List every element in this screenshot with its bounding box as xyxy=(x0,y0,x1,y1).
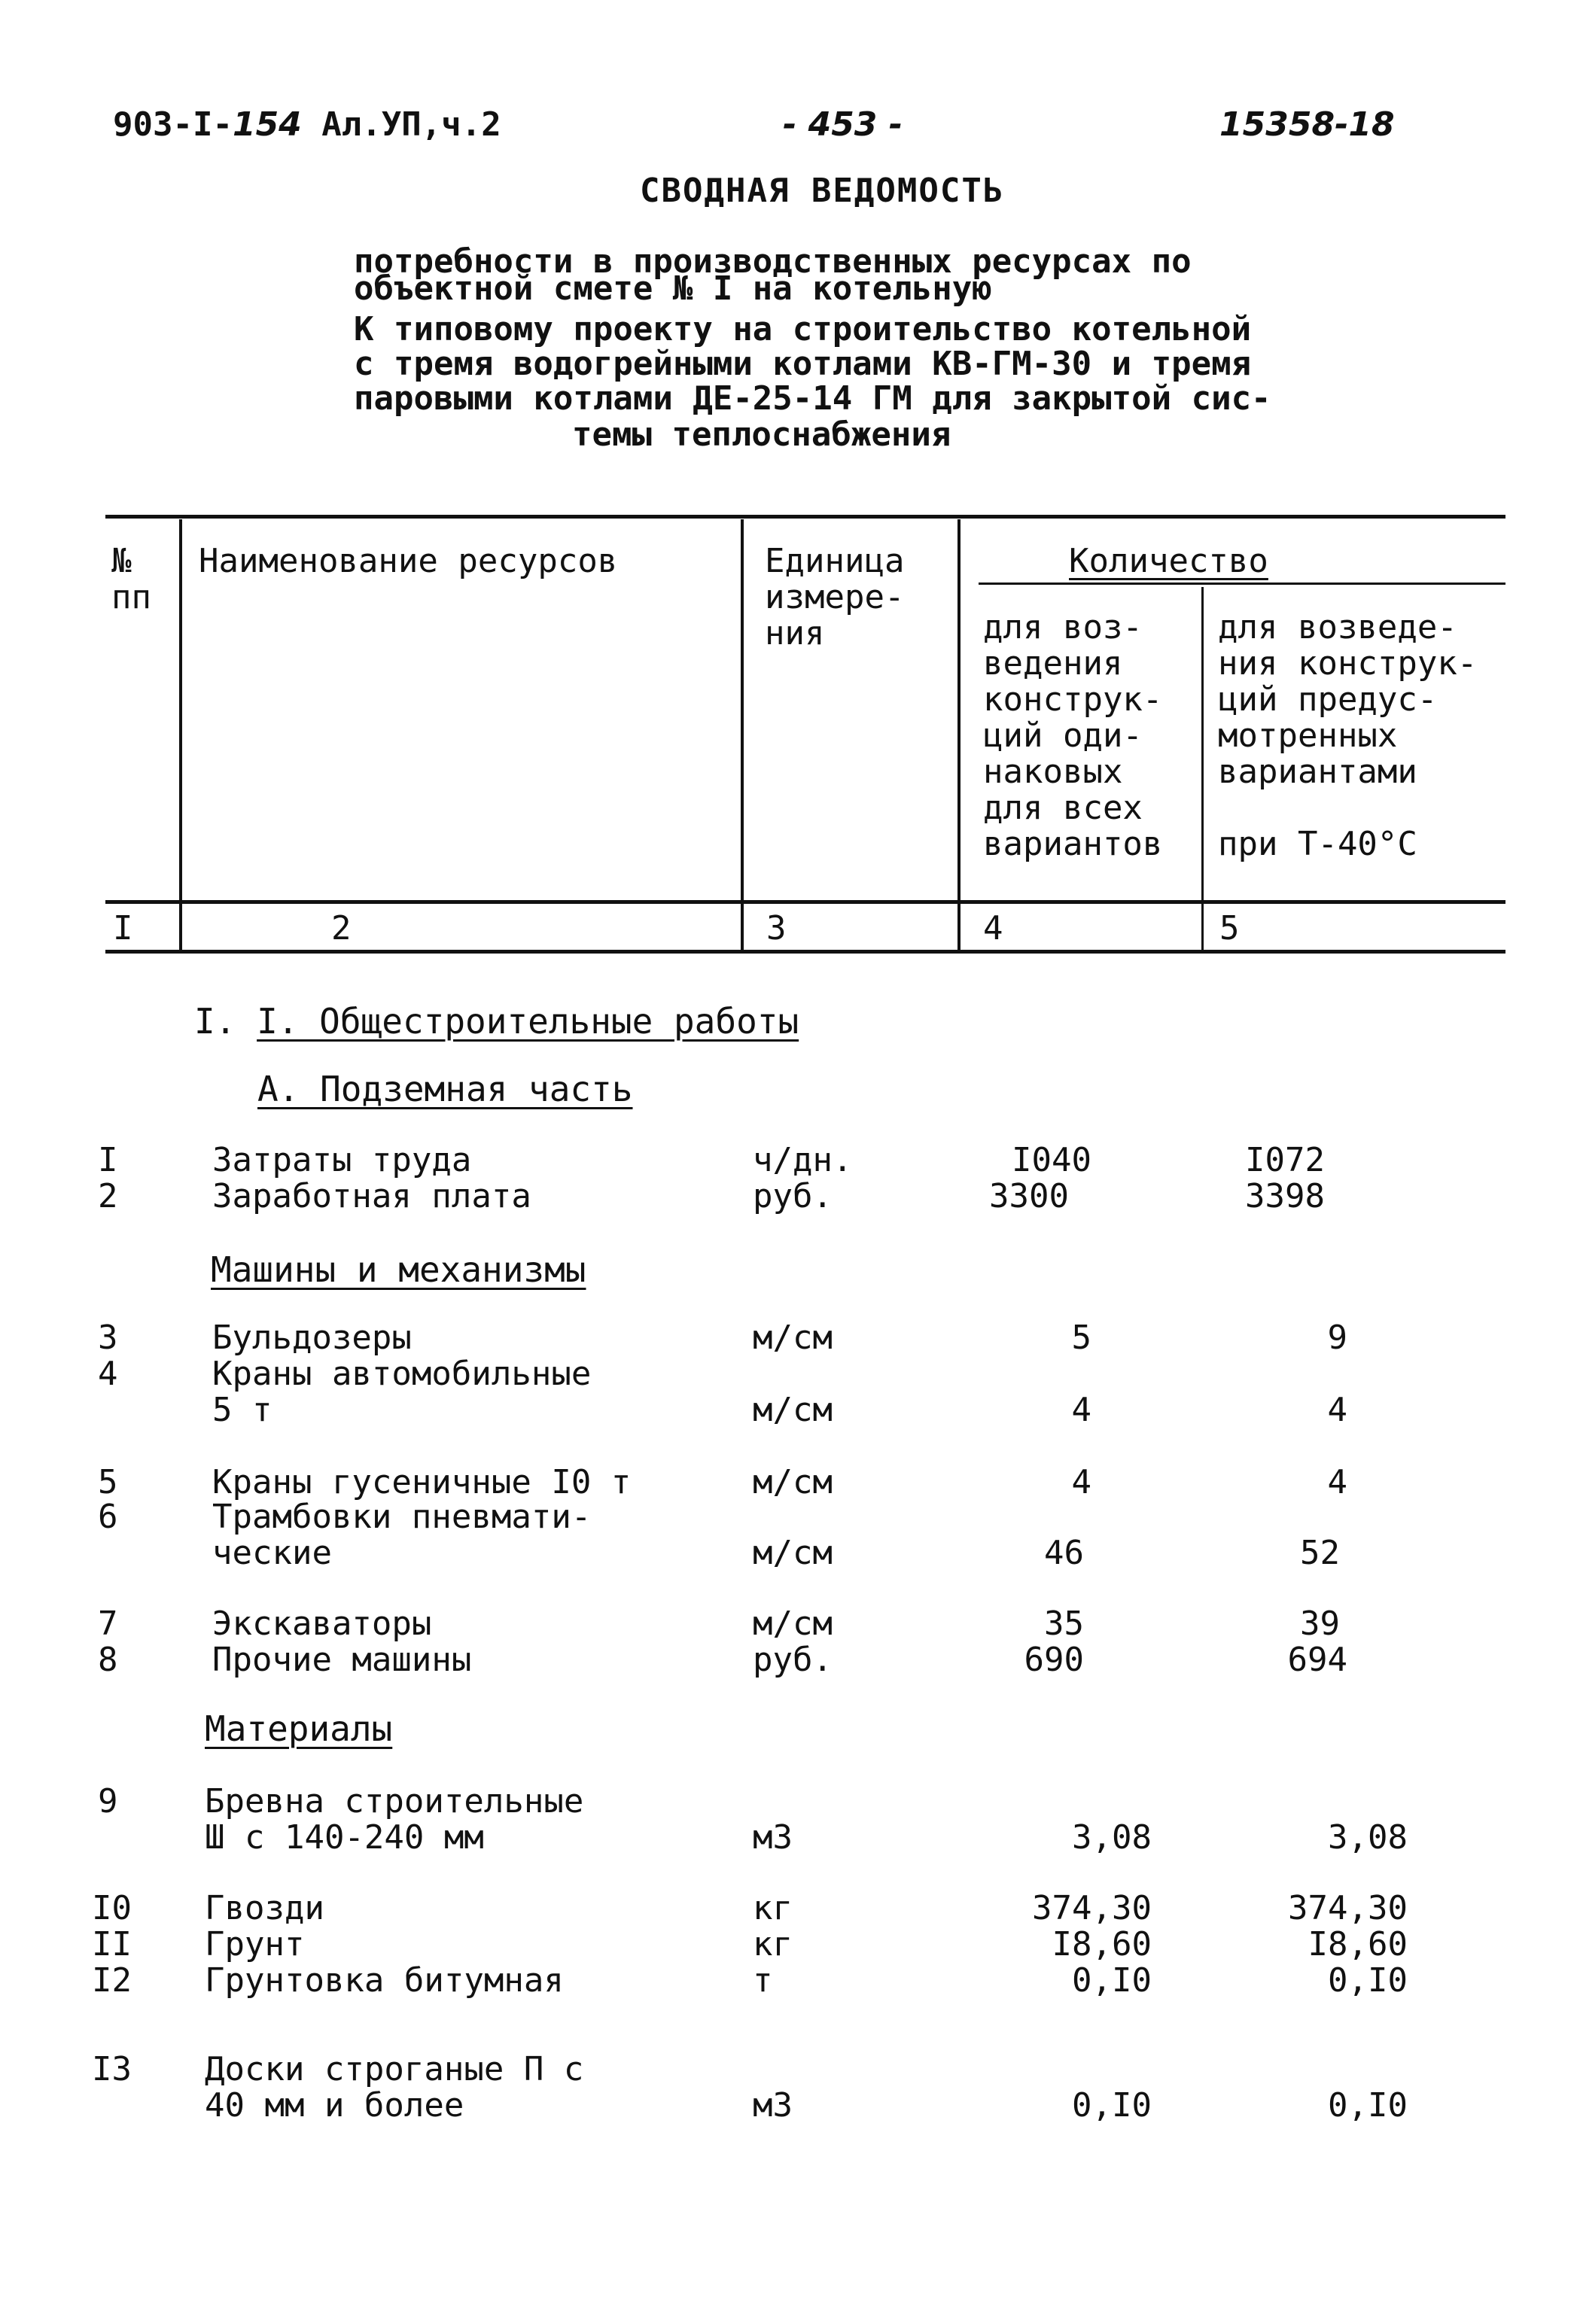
row-value-variant: I8,60 xyxy=(1308,1925,1408,1964)
row-unit: м/см xyxy=(753,1534,833,1572)
header-col5-line: ций предус- xyxy=(1218,680,1438,719)
group-title: Материалы xyxy=(205,1708,393,1749)
header-number-line: № xyxy=(111,542,132,580)
row-unit: м/см xyxy=(753,1463,833,1501)
row-unit: руб. xyxy=(753,1641,833,1679)
row-name: Краны автомобильные xyxy=(212,1355,592,1393)
subsection-heading xyxy=(257,1069,633,1109)
row-number: I3 xyxy=(92,2050,132,2088)
row-value-common: 0,I0 xyxy=(1072,2086,1152,2125)
header-number xyxy=(111,543,151,616)
sheet-code: 15358-18 xyxy=(1219,105,1395,144)
column-number-1: I xyxy=(113,909,133,948)
column-number-5: 5 xyxy=(1219,909,1240,948)
doc-code-printed: 903-I- xyxy=(113,105,233,144)
row-number: 2 xyxy=(98,1177,118,1215)
row-unit: м3 xyxy=(753,1818,793,1857)
row-value-common: 35 xyxy=(1044,1605,1084,1643)
row-name: Бульдозеры xyxy=(212,1319,412,1357)
row-value-variant: 4 xyxy=(1327,1463,1347,1501)
row-name: Затраты труда xyxy=(212,1141,472,1179)
header-col4-line: для воз- xyxy=(983,608,1143,646)
subtitle-line-3: К типовому проекту на строительство котельной xyxy=(354,310,1252,348)
row-name: Прочие машины xyxy=(212,1641,472,1679)
row-value-common: I040 xyxy=(1012,1141,1091,1179)
doc-code-suffix: Ал.УП,ч.2 xyxy=(301,105,501,144)
row-value-common: 46 xyxy=(1044,1534,1084,1572)
header-col4-line: конструк- xyxy=(983,680,1163,719)
row-name-continued: Ш с 140-240 мм xyxy=(205,1818,484,1857)
row-unit: т xyxy=(753,1961,773,2000)
header-unit-line: измере- xyxy=(765,578,905,616)
row-value-variant: I072 xyxy=(1245,1141,1325,1179)
subtitle-line-2: объектной смете № I на котельную xyxy=(354,269,992,308)
table-top-rule xyxy=(105,515,1505,519)
subsection-title: А. Подземная часть xyxy=(257,1069,633,1109)
column-number-4: 4 xyxy=(983,909,1003,948)
row-number: 5 xyxy=(98,1463,118,1501)
row-value-variant: 374,30 xyxy=(1288,1889,1408,1927)
header-col4-line: ций оди- xyxy=(983,716,1143,755)
row-value-common: 3300 xyxy=(989,1177,1069,1215)
row-value-common: 690 xyxy=(1024,1641,1084,1679)
row-value-common: I8,60 xyxy=(1052,1925,1152,1964)
column-divider-3 xyxy=(957,519,961,950)
subtitle-line-5: паровыми котлами ДЕ-25-14 ГМ для закрытой сис- xyxy=(354,379,1271,418)
row-value-variant: 0,I0 xyxy=(1328,2086,1408,2125)
group-heading-machines xyxy=(211,1249,586,1290)
header-col4-line: ведения xyxy=(983,644,1123,683)
column-number-3: 3 xyxy=(766,909,787,948)
row-unit: м/см xyxy=(753,1319,833,1357)
header-quantity-common xyxy=(983,610,1162,862)
row-unit: м3 xyxy=(753,2086,793,2125)
row-name-continued: 40 мм и более xyxy=(205,2086,464,2125)
header-col4-line: для всех xyxy=(983,789,1143,827)
row-name: Гвозди xyxy=(205,1889,324,1927)
row-value-variant: 4 xyxy=(1327,1391,1347,1429)
header-unit-line: ния xyxy=(765,614,825,652)
row-value-common: 4 xyxy=(1071,1463,1091,1501)
row-name-continued: 5 т xyxy=(212,1391,272,1429)
row-value-variant: 3398 xyxy=(1245,1177,1325,1215)
row-value-variant: 39 xyxy=(1300,1605,1340,1643)
column-divider-4 xyxy=(1201,587,1204,950)
subtitle-line-1: потребности в производственных ресурсах по xyxy=(354,242,1192,281)
subtitle-line-4: с тремя водогрейными котлами КВ-ГМ-30 и тремя xyxy=(354,345,1252,383)
column-numbers-rule xyxy=(105,950,1505,954)
quantity-split-rule xyxy=(979,583,1505,585)
row-unit: кг xyxy=(753,1925,793,1964)
row-value-variant: 694 xyxy=(1287,1641,1347,1679)
header-col4-line: вариантов xyxy=(983,825,1163,863)
row-number: 4 xyxy=(98,1355,118,1393)
doc-code-handwritten: 154 xyxy=(232,105,302,144)
column-number-2: 2 xyxy=(331,909,352,948)
row-unit: м/см xyxy=(753,1391,833,1429)
row-name: Доски строганые П с xyxy=(205,2050,584,2088)
row-name-continued: ческие xyxy=(212,1534,332,1572)
row-number: I2 xyxy=(92,1961,132,2000)
row-value-common: 374,30 xyxy=(1032,1889,1152,1927)
group-title: Машины и механизмы xyxy=(211,1249,586,1290)
row-value-variant: 52 xyxy=(1300,1534,1340,1572)
row-name: Экскаваторы xyxy=(212,1605,432,1643)
row-number: II xyxy=(92,1925,132,1964)
row-number: 9 xyxy=(98,1782,118,1821)
row-number: I xyxy=(98,1141,118,1179)
header-col5-line: ния конструк- xyxy=(1218,644,1478,683)
row-name: Краны гусеничные I0 т xyxy=(212,1463,632,1501)
row-value-common: 5 xyxy=(1071,1319,1091,1357)
header-bottom-rule xyxy=(105,900,1505,904)
row-name: Трамбовки пневмати- xyxy=(212,1498,592,1536)
row-name: Грунтовка битумная xyxy=(205,1961,564,2000)
header-col4-line: наковых xyxy=(983,753,1123,791)
header-col5-line: для возведе- xyxy=(1218,608,1457,646)
row-unit: руб. xyxy=(753,1177,833,1215)
header-col5-line: вариантами xyxy=(1218,753,1417,791)
section-heading: I. I. Общестроительные работы xyxy=(194,1001,799,1042)
header-resource-name: Наименование ресурсов xyxy=(199,542,618,580)
group-heading-materials xyxy=(205,1708,392,1749)
subtitle-line-6: темы теплоснабжения xyxy=(572,415,951,454)
header-number-line: пп xyxy=(111,578,151,616)
row-value-variant: 3,08 xyxy=(1328,1818,1408,1857)
row-value-variant: 0,I0 xyxy=(1328,1961,1408,2000)
row-unit: м/см xyxy=(753,1605,833,1643)
row-number: 7 xyxy=(98,1605,118,1643)
row-number: 3 xyxy=(98,1319,118,1357)
row-name: Бревна строительные xyxy=(205,1782,584,1821)
column-divider-2 xyxy=(741,519,744,950)
row-name: Грунт xyxy=(205,1925,305,1964)
row-value-common: 0,I0 xyxy=(1072,1961,1152,2000)
column-divider-1 xyxy=(179,519,182,950)
row-value-variant: 9 xyxy=(1327,1319,1347,1357)
row-value-common: 3,08 xyxy=(1072,1818,1152,1857)
section-title: I. Общестроительные работы xyxy=(257,1001,799,1042)
row-number: I0 xyxy=(92,1889,132,1927)
row-number: 8 xyxy=(98,1641,118,1679)
row-value-common: 4 xyxy=(1071,1391,1091,1429)
document-code xyxy=(113,105,501,144)
document-title: СВОДНАЯ ВЕДОМОСТЬ xyxy=(640,172,1005,210)
row-number: 6 xyxy=(98,1498,118,1536)
header-unit xyxy=(765,543,904,652)
row-name: Заработная плата xyxy=(212,1177,531,1215)
header-col5-line: при Т-40°С xyxy=(1218,825,1417,863)
row-unit: ч/дн. xyxy=(753,1141,853,1179)
header-quantity: Количество xyxy=(1069,542,1268,580)
row-unit: кг xyxy=(753,1889,793,1927)
header-col5-line xyxy=(1218,790,1477,826)
page-number: - 453 - xyxy=(783,105,903,144)
header-quantity-variants xyxy=(1218,610,1477,862)
header-unit-line: Единица xyxy=(765,542,905,580)
header-col5-line: мотренных xyxy=(1218,716,1398,755)
